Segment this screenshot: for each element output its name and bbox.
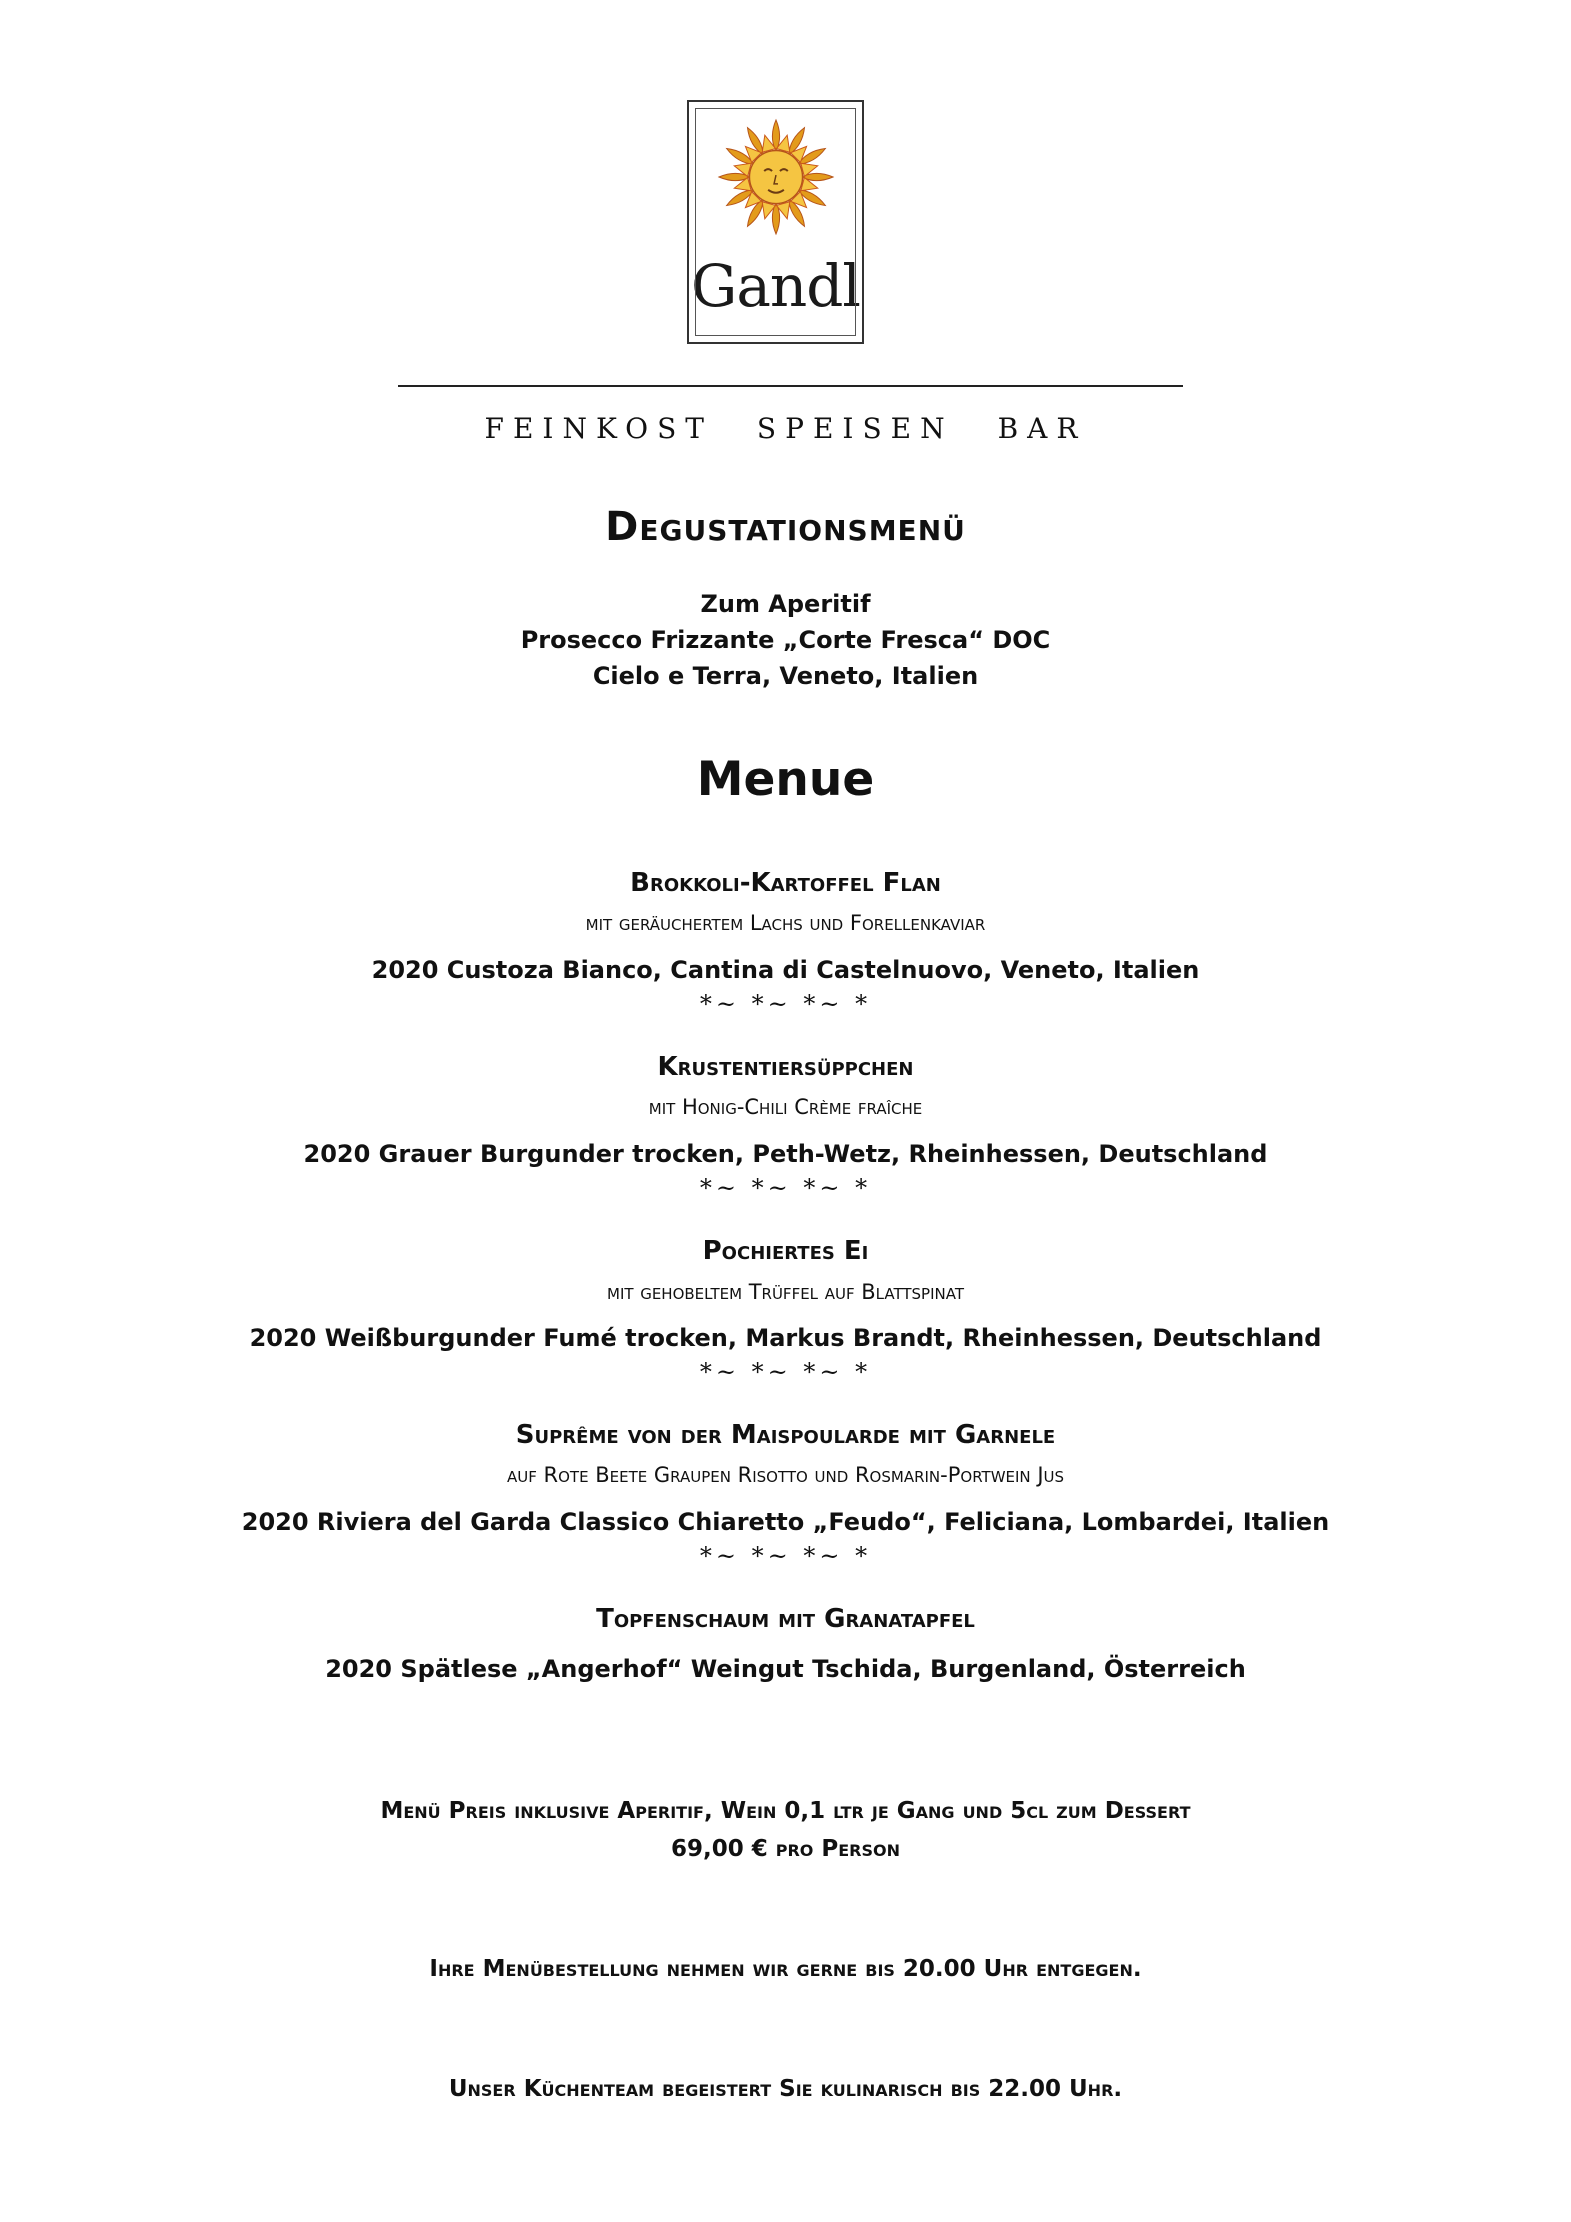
aperitif-label: Zum Aperitif xyxy=(700,590,871,618)
course-5-title: Topfenschaum mit Granatapfel xyxy=(596,1604,975,1634)
price-info: Menü Preis inklusive Aperitif, Wein 0,1 ltr je Gang und 5cl zum Dessert xyxy=(380,1798,1191,1824)
logo-wordmark: Gandl xyxy=(691,252,860,320)
course-2-wine: 2020 Grauer Burgunder trocken, Peth-Wetz, Rheinhessen, Deutschland xyxy=(303,1140,1268,1168)
course-1-subtitle: mit geräuchertem Lachs und Forellenkaviar xyxy=(585,911,986,935)
course-4-wine: 2020 Riviera del Garda Classico Chiaretto „Feudo“, Feliciana, Lombardei, Italien xyxy=(241,1508,1330,1536)
kitchen-hours-note: Unser Küchenteam begeistert Sie kulinarisch bis 22.00 Uhr. xyxy=(448,2076,1123,2102)
order-deadline-note: Ihre Menübestellung nehmen wir gerne bis 20.00 Uhr entgegen. xyxy=(429,1956,1142,1982)
header-rule xyxy=(398,385,1183,387)
aperitif-wine: Prosecco Frizzante „Corte Fresca“ DOC xyxy=(520,626,1051,654)
tagline xyxy=(0,412,1571,445)
course-divider: *~ *~ *~ * xyxy=(699,990,872,1018)
menu-heading: Menue xyxy=(696,752,875,807)
sun-face-icon xyxy=(717,118,835,236)
price-per-person: 69,00 € pro Person xyxy=(670,1836,901,1862)
course-5-wine: 2020 Spätlese „Angerhof“ Weingut Tschida, Burgenland, Österreich xyxy=(325,1655,1246,1683)
tagline-bar: BAR xyxy=(997,412,1087,445)
course-2-title: Krustentiersüppchen xyxy=(657,1052,914,1082)
course-1-wine: 2020 Custoza Bianco, Cantina di Castelnuovo, Veneto, Italien xyxy=(371,956,1200,984)
course-divider: *~ *~ *~ * xyxy=(699,1174,872,1202)
course-4-subtitle: auf Rote Beete Graupen Risotto und Rosmarin-Portwein Jus xyxy=(506,1463,1065,1487)
course-1-title: Brokkoli-Kartoffel Flan xyxy=(630,868,941,898)
course-divider: *~ *~ *~ * xyxy=(699,1358,872,1386)
course-3-title: Pochiertes Ei xyxy=(702,1236,869,1266)
course-3-subtitle: mit gehobeltem Trüffel auf Blattspinat xyxy=(607,1280,964,1304)
gandl-logo xyxy=(687,100,864,344)
aperitif-origin: Cielo e Terra, Veneto, Italien xyxy=(592,662,979,690)
course-4-title: Suprême von der Maispoularde mit Garnele xyxy=(515,1420,1056,1450)
course-2-subtitle: mit Honig-Chili Crème fraîche xyxy=(648,1095,923,1119)
page-title: Degustationsmenü xyxy=(605,504,966,550)
course-divider: *~ *~ *~ * xyxy=(699,1542,872,1570)
tagline-speisen: SPEISEN xyxy=(756,412,954,445)
course-3-wine: 2020 Weißburgunder Fumé trocken, Markus Brandt, Rheinhessen, Deutschland xyxy=(249,1324,1322,1352)
tagline-feinkost: FEINKOST xyxy=(484,412,713,445)
